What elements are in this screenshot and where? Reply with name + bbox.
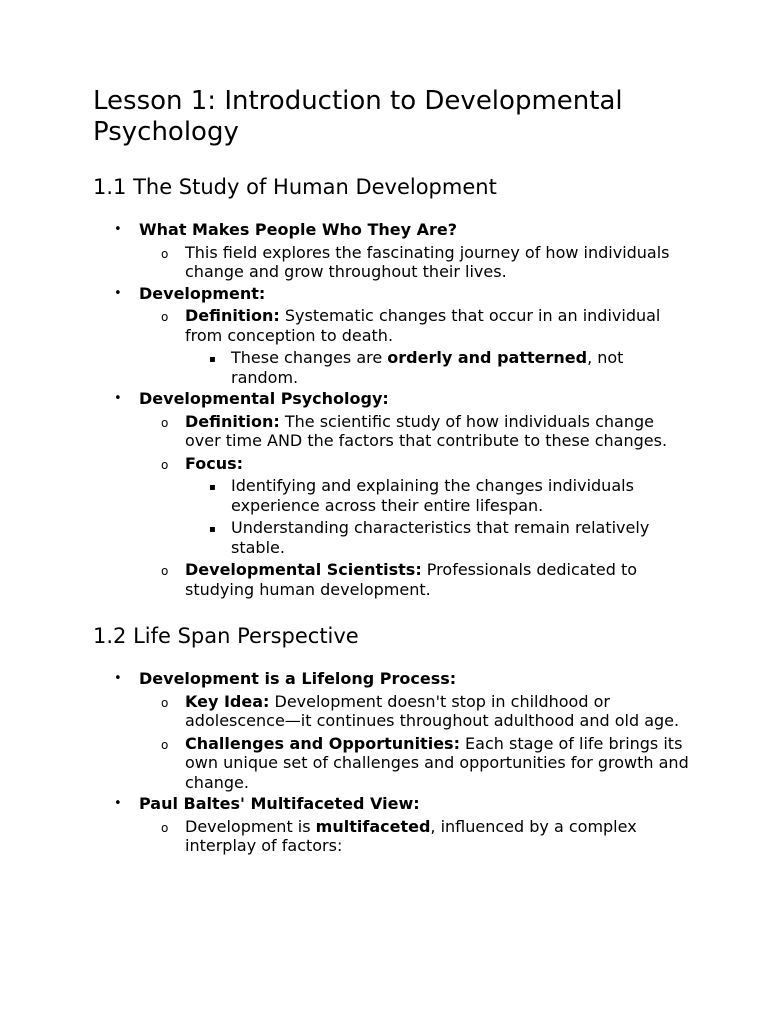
focus-item <box>185 476 693 515</box>
bullet-circle: o <box>161 246 169 261</box>
multifaceted-pre: Development is <box>185 816 316 836</box>
bullet-circle: o <box>161 820 169 835</box>
list-item-dev-psych <box>93 389 693 599</box>
sub-item-definition <box>139 306 693 387</box>
bullet-dot: • <box>114 671 122 686</box>
sub-item-focus <box>139 454 693 558</box>
item-label: Development is a Lifelong Process: <box>139 669 457 688</box>
focus-text: Understanding characteristics that remain relatively stable. <box>231 518 650 557</box>
bullet-circle: o <box>161 457 169 472</box>
multifaceted-bold: multifaceted <box>315 816 431 836</box>
definition-text: Systematic changes that occur in an individual from conception to death. <box>185 306 661 345</box>
definition-text: The scientific study of how individuals change over time AND the factors that contribute to these changes. <box>185 411 668 450</box>
bullet-square: ▪ <box>209 354 216 365</box>
list-item-development <box>93 284 693 388</box>
definition-label: Definition: <box>185 411 280 431</box>
document-page <box>93 86 693 858</box>
section-1-2-list <box>93 669 693 856</box>
sub-sub-item <box>185 348 693 387</box>
section-heading-1-2: 1.2 Life Span Perspective <box>93 624 359 648</box>
list-item-baltes <box>93 794 693 856</box>
challenges-label: Challenges and Opportunities: <box>185 733 460 753</box>
list-item-what-makes <box>93 220 693 282</box>
sub-item-multifaceted <box>139 817 693 856</box>
changes-text-bold: orderly and patterned <box>387 348 588 367</box>
changes-text-pre: These changes are <box>231 348 388 367</box>
bullet-square: ▪ <box>209 524 216 535</box>
bullet-circle: o <box>161 695 169 710</box>
bullet-square: ▪ <box>209 482 216 493</box>
bullet-dot: • <box>114 391 122 406</box>
bullet-dot: • <box>114 796 122 811</box>
multifaceted-post: , influenced by a complex interplay of factors: <box>185 816 637 855</box>
list-item-lifelong <box>93 669 693 792</box>
section-1-1-list <box>93 220 693 599</box>
bullet-circle: o <box>161 310 169 324</box>
challenges-text: Each stage of life brings its own unique set of challenges and opportunities for growth and change. <box>185 733 689 792</box>
key-idea-label: Key Idea: <box>185 691 270 711</box>
item-label: Paul Baltes' Multifaceted View: <box>139 794 420 813</box>
changes-text-post: , not random. <box>231 348 624 387</box>
scientists-label: Developmental Scientists: <box>185 560 422 579</box>
focus-item <box>185 518 693 557</box>
bullet-circle: o <box>161 415 169 430</box>
item-label: Development: <box>139 283 266 303</box>
sub-item-scientists <box>139 560 693 599</box>
bullet-circle: o <box>161 737 169 752</box>
bullet-dot: • <box>114 222 122 237</box>
section-heading-1-1: 1.1 The Study of Human Development <box>93 175 497 199</box>
item-text: This field explores the fascinating journey of how individuals change and grow throughout their lives. <box>185 242 670 281</box>
item-label: Developmental Psychology: <box>139 389 389 408</box>
sub-item-definition <box>139 412 693 451</box>
sub-item-key-idea <box>139 692 693 731</box>
definition-label: Definition: <box>185 306 280 325</box>
bullet-circle: o <box>161 564 169 578</box>
focus-label: Focus: <box>185 453 244 473</box>
focus-text: Identifying and explaining the changes individuals experience across their entire lifespan. <box>231 476 634 515</box>
key-idea-text: Development doesn't stop in childhood or adolescence—it continues throughout adulthood and old age. <box>185 691 680 730</box>
sub-item-challenges <box>139 734 693 793</box>
bullet-dot: • <box>114 285 122 301</box>
item-label: What Makes People Who They Are? <box>139 220 458 239</box>
scientists-text: Professionals dedicated to studying human development. <box>185 560 638 599</box>
page-title: Lesson 1: Introduction to Developmental Psychology <box>93 86 623 147</box>
sub-item <box>139 243 693 282</box>
